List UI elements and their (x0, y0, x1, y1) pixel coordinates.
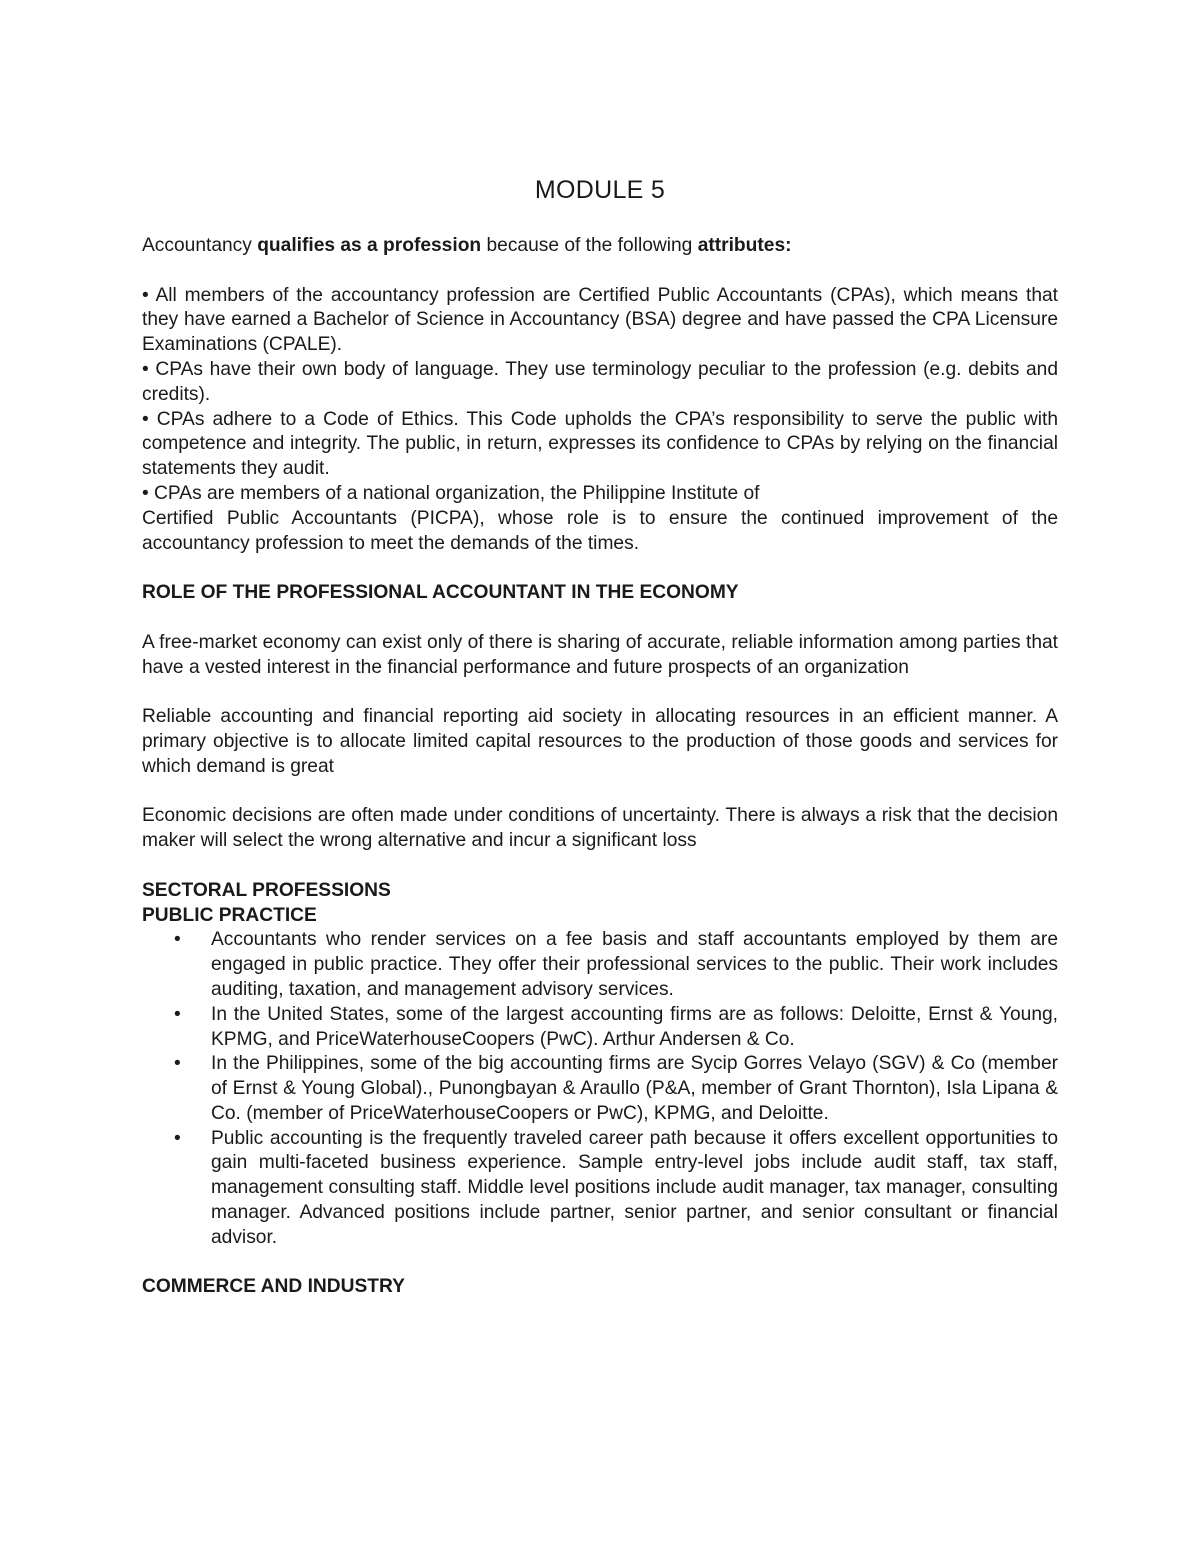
list-item-text: In the Philippines, some of the big accounting firms are Sycip Gorres Velayo (SGV) & Co (member of Ernst & Young Global)., Punongbayan & Araullo (P&A, member of Grant Thornton), Isla Lipana & Co. (member of PriceWaterhouseCoopers or PwC), KPMG, and Deloitte. (211, 1053, 1058, 1124)
intro-paragraph (142, 234, 1058, 259)
list-item-text: In the United States, some of the largest accounting firms are as follows: Deloitte, Ernst & Young, KPMG, and PriceWaterhouseCoopers (PwC). Arthur Andersen & Co. (211, 1003, 1058, 1050)
public-practice-heading: PUBLIC PRACTICE (142, 904, 317, 926)
role-paragraph: Reliable accounting and financial reporting aid society in allocating resources in an efficient manner. A primary objective is to allocate limited capital resources to the production of those goods and services for which demand is great (142, 706, 1058, 777)
intro-bold-2: attributes: (697, 235, 792, 256)
list-item-text: Public accounting is the frequently traveled career path because it offers excellent opportunities to gain multi-faceted business experience. Sample entry-level jobs include audit staff, tax staff, management consulting staff. Middle level positions include audit manager, tax manager, consulting manager. Advanced positions include partner, senior partner, and senior consultant or financial advisor. (211, 1127, 1058, 1248)
list-item (142, 1003, 1058, 1053)
module-title: MODULE 5 (534, 176, 666, 204)
attribute-item: • All members of the accountancy profession are Certified Public Accountants (CPAs), which means that they have earned a Bachelor of Science in Accountancy (BSA) degree and have passed the CPA Licensure Examinations (CPALE). (142, 284, 1058, 356)
attribute-item: • CPAs have their own body of language. They use terminology peculiar to the profession (e.g. debits and credits). (142, 358, 1058, 405)
bullet-icon: • (174, 1127, 181, 1149)
role-paragraph: A free-market economy can exist only of there is sharing of accurate, reliable information among parties that have a vested interest in the financial performance and future prospects of an organization (142, 631, 1058, 678)
list-item-text: Accountants who render services on a fee basis and staff accountants employed by them are engaged in public practice. They offer their professional services to the public. Their work includes auditing, taxation, and management advisory services. (211, 929, 1058, 1000)
intro-text-1: Accountancy (142, 235, 258, 256)
bullet-icon: • (174, 1003, 181, 1025)
commerce-heading: COMMERCE AND INDUSTRY (142, 1276, 405, 1298)
bullet-icon: • (174, 929, 181, 951)
list-item (142, 1052, 1058, 1126)
intro-bold-1: qualifies as a profession (257, 235, 482, 256)
public-practice-list (142, 928, 1058, 1250)
list-item (142, 1127, 1058, 1251)
sectoral-heading: SECTORAL PROFESSIONS (142, 879, 391, 901)
role-heading: ROLE OF THE PROFESSIONAL ACCOUNTANT IN THE ECONOMY (142, 582, 739, 604)
intro-text-2: because of the following (481, 235, 698, 256)
bullet-icon: • (174, 1053, 181, 1075)
attribute-item: • CPAs are members of a national organization, the Philippine Institute of (142, 482, 760, 504)
list-item (142, 928, 1058, 1002)
role-paragraph: Economic decisions are often made under conditions of uncertainty. There is always a risk that the decision maker will select the wrong alternative and incur a significant loss (142, 805, 1058, 852)
document-page (142, 172, 1058, 1300)
attribute-item: • CPAs adhere to a Code of Ethics. This Code upholds the CPA’s responsibility to serve the public with competence and integrity. The public, in return, expresses its confidence to CPAs by relying on the financial statements they audit. (142, 408, 1058, 480)
attribute-item-continued: Certified Public Accountants (PICPA), whose role is to ensure the continued improvement of the accountancy profession to meet the demands of the times. (142, 507, 1058, 554)
